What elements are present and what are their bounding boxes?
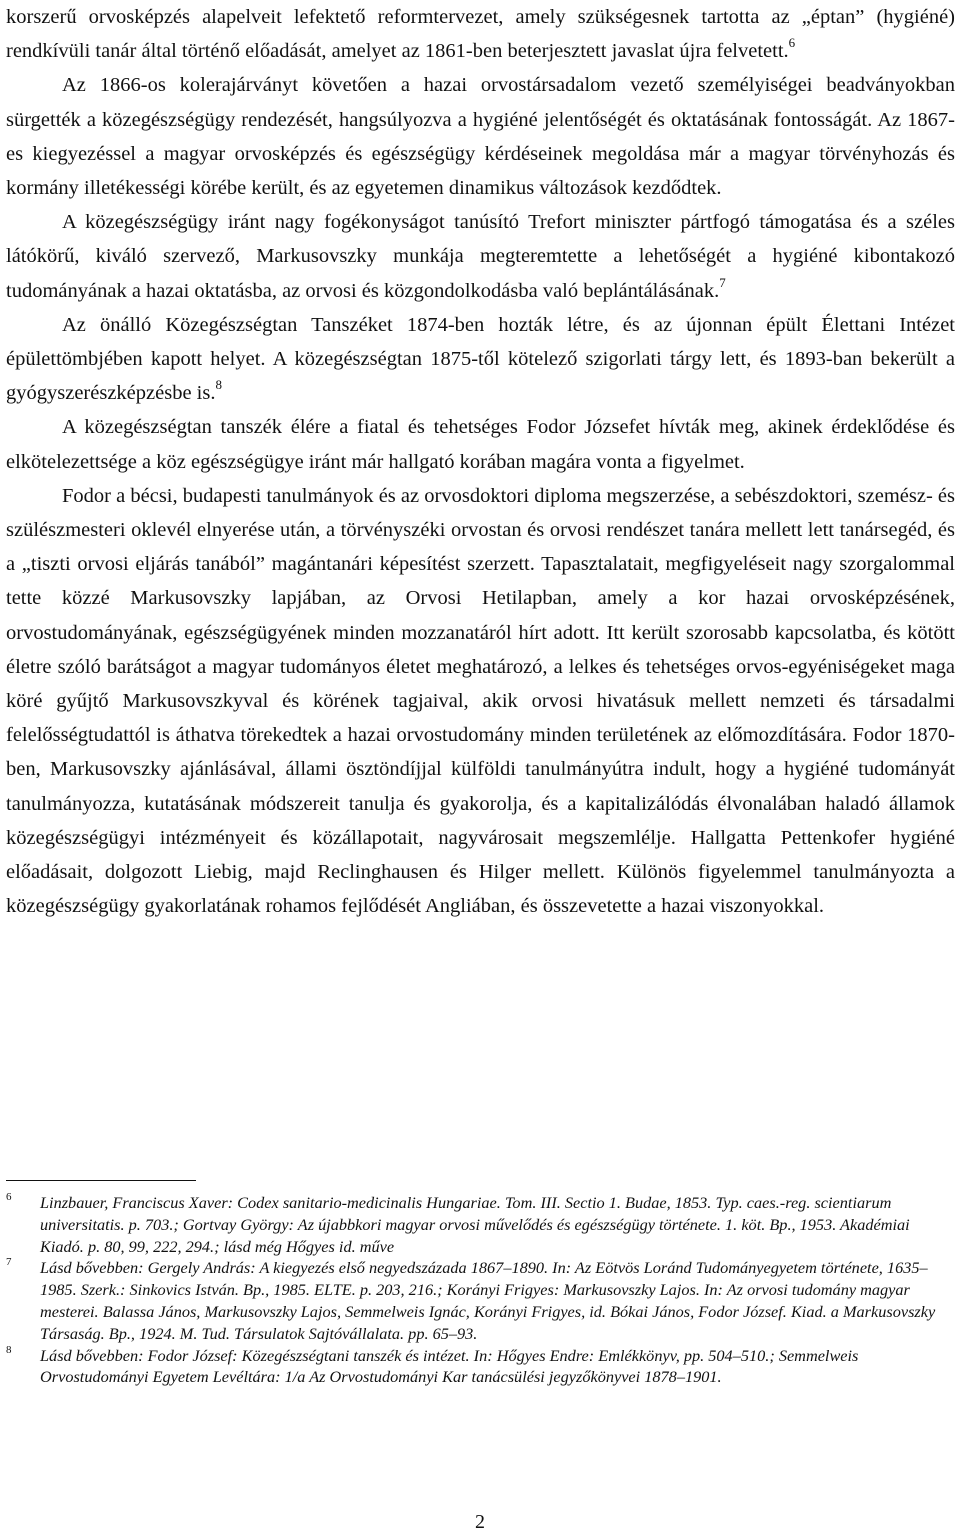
footnote bbox=[6, 1345, 955, 1389]
paragraph bbox=[6, 0, 955, 68]
footnote bbox=[6, 1192, 955, 1257]
paragraph-text: Fodor a bécsi, budapesti tanulmányok és az orvosdoktori diploma megszerzése, a sebészdoktori, szemész- és szülészmesteri oklevél elnyerése után, a törvényszéki orvostan és orvosi rendészet tanára mellett lett tanársegéd, és a „tiszti orvosi eljárás tanából” magántanári képesítést szerzett. Tapasztalatait, megfigyeléseit nagy szorgalommal tette közzé Markusovszky lapjában, az Orvosi Hetilapban, amely a kor hazai orvosképzésének, orvostudományának, egészségügyének minden mozzanatáról hírt adott. Itt került szorosabb kapcsolatba, és kötött életre szóló barátságot a magyar tudományos életet meghatározó, a lelkes és tehetséges orvos-egyéniségeket maga köré gyűjtő Markusovszkyval és körének tagjaival, akik orvosi hivatásuk mellett nemzeti és társadalmi felelősségtudattól is áthatva törekedtek a hazai orvostudomány minden területének az előmozdítására. Fodor 1870-ben, Markusovszky ajánlásával, állami ösztöndíjjal külföldi tanulmányútra indult, hogy a hygiéné tudományát tanulmányozza, kutatásának módszereit tanulja és gyakorolja, és a kapitalizálódás élvonalában haladó államok közegészségügyi intézményeit és közállapotait, nagyvárosait megszemlélje. Hallgatta Pettenkofer hygiéné előadásait, dolgozott Liebig, majd Reclinghausen és Hilger mellett. Különös figyelemmel tanulmányozta a közegészségügy gyakorlatának rohamos fejlődését Angliában, és összevetette a hazai viszonyokkal. bbox=[6, 484, 955, 918]
paragraph-text: A közegészségtan tanszék élére a fiatal és tehetséges Fodor Józsefet hívták meg, akinek érdeklődése és elkötelezettsége a köz egészségügye iránt már hallgató korában magára vonta a figyelmet. bbox=[6, 416, 955, 473]
footnote-ref[interactable]: 8 bbox=[215, 377, 222, 393]
footnote bbox=[6, 1257, 955, 1344]
paragraph bbox=[6, 68, 955, 205]
footnote-text: Lásd bővebben: Fodor József: Közegészségtani tanszék és intézet. In: Hőgyes Endre: Emlékkönyv, pp. 504–510.; Semmelweis Orvostudományi Egyetem Levéltára: 1/a Az Orvostudományi Kar tanácsülési jegyzőkönyvei 1878–1901. bbox=[40, 1345, 859, 1387]
footnote-separator bbox=[6, 1180, 196, 1181]
footnote-number: 7 bbox=[6, 1256, 12, 1269]
footnote-number: 8 bbox=[6, 1343, 12, 1356]
footnote-text: Linzbauer, Franciscus Xaver: Codex sanitario-medicinalis Hungariae. Tom. III. Sectio 1. Budae, 1853. Typ. caes.-reg. scientiarum universitatis. p. 703.; Gortvay György: Az újabbkori magyar orvosi művelődés és egészségügy története. 1. köt. Bp., 1953. Akadémiai Kiadó. p. 80, 99, 222, 294.; lásd még Hőgyes id. műve bbox=[40, 1193, 910, 1256]
paragraph bbox=[6, 205, 955, 308]
footnote-number: 6 bbox=[6, 1191, 12, 1203]
paragraph bbox=[6, 308, 955, 411]
paragraph-text: korszerű orvosképzés alapelveit lefektető reformtervezet, amely szükségesnek tartotta az „éptan” (hygiéné) rendkívüli tanár által történő előadását, amelyet az 1861-ben beterjesztett javaslat újra felvetett. bbox=[6, 6, 955, 63]
page-number: 2 bbox=[475, 1511, 485, 1533]
document-page bbox=[6, 0, 955, 1387]
footnote-ref[interactable]: 7 bbox=[719, 274, 726, 290]
paragraph-text: Az 1866-os kolerajárványt követően a hazai orvostársadalom vezető személyiségei beadványokban sürgették a közegészségügy rendezését, hangsúlyozva a hygiéné jelentőségét és oktatásának fontosságát. Az 1867-es kiegyezéssel a magyar orvosképzés és egészségügy kérdéseinek megoldása már a magyar törvényhozás és kormány illetékességi körébe került, és az egyetemen dinamikus változások kezdődtek. bbox=[6, 74, 955, 200]
paragraph-text: Az önálló Közegészségtan Tanszéket 1874-ben hozták létre, és az újonnan épült Élettani Intézet épülettömbjében kapott helyet. A közegészségtan 1875-től kötelező szigorlati tárgy lett, és 1893-ban bekerült a gyógyszerészképzésbe is. bbox=[6, 313, 955, 405]
body-text bbox=[6, 0, 955, 923]
paragraph bbox=[6, 410, 955, 478]
footnote-ref[interactable]: 6 bbox=[788, 35, 796, 51]
footnote-text: Lásd bővebben: Gergely András: A kiegyezés első negyedszázada 1867–1890. In: Az Eötvös Loránd Tudományegyetem története, 1635–1985. Szerk.: Sinkovics István. Bp., 1985. ELTE. p. 203, 216.; Korányi Frigyes: Markusovszky Lajos. In: Az orvosi tudomány magyar mesterei. Balassa János, Markusovszky Lajos, Semmelweis Ignác, Korányi Frigyes, id. Bókai János, Fodor József. Kiad. a Markusovszky Társaság. Bp., 1924. M. Tud. Társulatok Sajtóvállalata. pp. 65–93. bbox=[40, 1258, 936, 1343]
paragraph bbox=[6, 479, 955, 924]
paragraph-text: A közegészségügy iránt nagy fogékonyságot tanúsító Trefort miniszter pártfogó támogatása és a széles látókörű, kiváló szervező, Markusovszky munkája megteremtette a lehetőségét a hygiéné kibontakozó tudományának a hazai oktatásba, az orvosi és közgondolkodásba való beplántálásának. bbox=[6, 211, 955, 302]
footnotes bbox=[6, 1192, 955, 1388]
